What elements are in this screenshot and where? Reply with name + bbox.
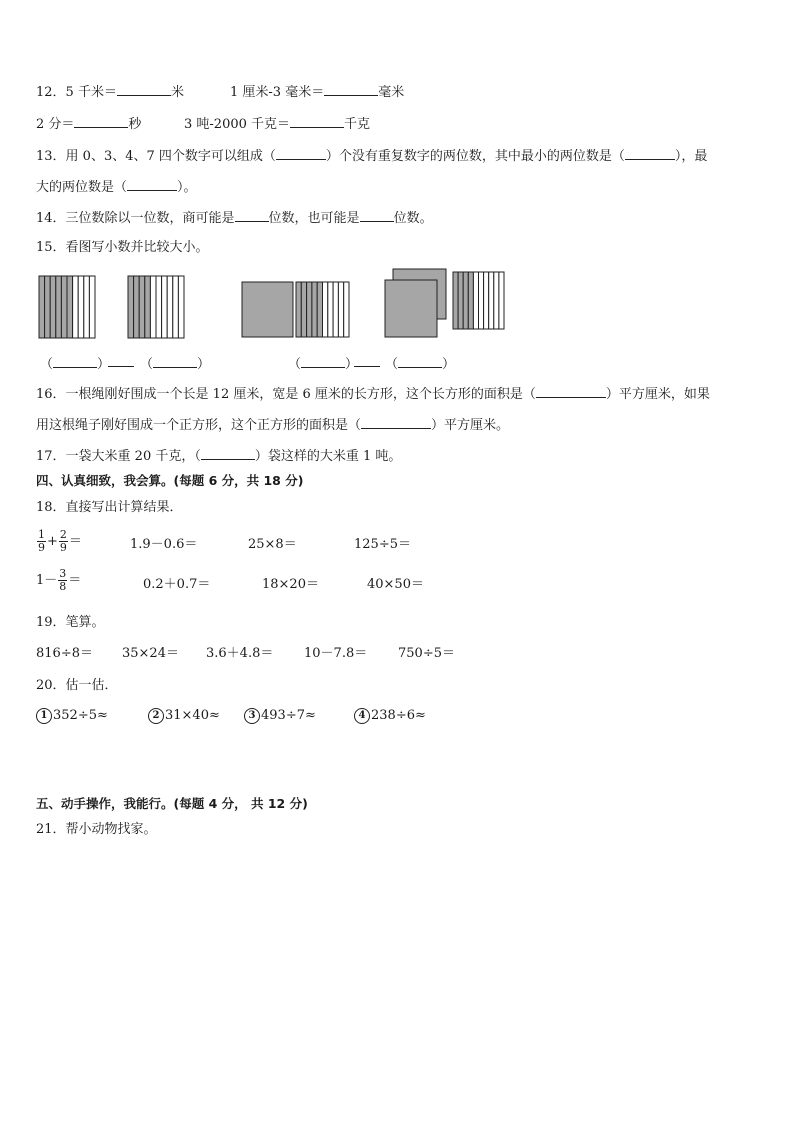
q15-fig2-strip xyxy=(134,276,140,338)
fraction xyxy=(58,568,67,593)
q12-a-unit: 米 xyxy=(170,85,184,100)
equals-sign: ＝ xyxy=(68,534,82,549)
q15-answer-1 xyxy=(40,353,110,372)
q14-text-c: 位数。 xyxy=(393,211,433,226)
circled-number: 3 xyxy=(244,708,260,724)
q14-text-a: 14．三位数除以一位数，商可能是 xyxy=(36,211,235,226)
answer-blank[interactable] xyxy=(398,354,442,368)
paren-open: （ xyxy=(140,357,154,372)
q15-fig1-strip xyxy=(73,276,79,338)
q17-text-b: ）袋这样的大米重 1 吨。 xyxy=(254,449,402,464)
q13-text-d: 大的两位数是（ xyxy=(36,180,128,195)
q15-fig3-strip xyxy=(301,282,306,337)
q19-item-2: 35×24＝ xyxy=(122,646,179,661)
answer-blank[interactable] xyxy=(53,354,97,368)
answer-blank[interactable] xyxy=(301,354,345,368)
q18-text: 18．直接写出计算结果． xyxy=(36,500,183,515)
q12-b-prefix: 1 厘米-3 毫米＝ xyxy=(230,85,325,100)
q13-text-c: ），最 xyxy=(674,149,708,164)
paren-open: （ xyxy=(40,357,54,372)
q15-fig1-strip xyxy=(84,276,90,338)
q15-fig3-square xyxy=(242,282,293,337)
answer-blank[interactable] xyxy=(201,446,255,460)
q15-fig2-strip xyxy=(173,276,179,338)
q15-fig2-strip xyxy=(150,276,156,338)
q19-item-4: 10－7.8＝ xyxy=(304,646,368,661)
q15-fig4-strip xyxy=(463,272,468,329)
q20-item-4 xyxy=(354,707,426,725)
q15-fig2-strip xyxy=(145,276,151,338)
q18-expr-6: 0.2＋0.7＝ xyxy=(143,577,211,592)
q15-fig3-strip xyxy=(333,282,338,337)
q15-text: 15．看图写小数并比较大小。 xyxy=(36,240,209,255)
estimate-expr: 352÷5≈ xyxy=(53,708,108,723)
q12-c-prefix: 2 分＝ xyxy=(36,117,75,132)
q15-fig3-strip xyxy=(307,282,312,337)
circled-number: 4 xyxy=(354,708,370,724)
q13-text-a: 13．用 0、3、4、7 四个数字可以组成（ xyxy=(36,149,276,164)
q18-expr-7: 18×20＝ xyxy=(262,577,319,592)
q15-fig2-strip xyxy=(167,276,173,338)
q15-answer-3 xyxy=(288,353,358,372)
q12-d-prefix: 3 吨-2000 千克＝ xyxy=(184,117,291,132)
fraction xyxy=(59,529,68,554)
q15-fig4-strip xyxy=(458,272,463,329)
answer-blank[interactable] xyxy=(361,415,431,429)
estimate-expr: 493÷7≈ xyxy=(261,708,316,723)
q20-item-3 xyxy=(244,707,316,725)
q15-fig1-strip xyxy=(67,276,73,338)
q12-b-unit: 毫米 xyxy=(378,85,405,100)
q12-c-unit: 秒 xyxy=(128,117,142,132)
q12-d-unit: 千克 xyxy=(344,117,371,132)
equals-sign: ＝ xyxy=(68,573,82,588)
q17-line xyxy=(36,446,401,466)
q19-item-3: 3.6＋4.8＝ xyxy=(206,646,274,661)
numerator: 3 xyxy=(59,567,67,580)
q18-expr-2: 1.9－0.6＝ xyxy=(130,537,198,552)
section-4-heading: 四、认真细致，我会算。(每题 6 分，共 18 分) xyxy=(36,473,304,488)
compare-blank[interactable] xyxy=(108,353,134,367)
q15-fig4-strip xyxy=(473,272,478,329)
q15-fig4-strip xyxy=(468,272,473,329)
q18-expr-3: 25×8＝ xyxy=(248,537,297,552)
q15-fig3-strip xyxy=(344,282,349,337)
q15-fig1-strip xyxy=(89,276,95,338)
q15-fig4-strip xyxy=(489,272,494,329)
q15-fig2-strip xyxy=(162,276,168,338)
denominator: 9 xyxy=(59,541,67,554)
q15-fig4-strip xyxy=(499,272,504,329)
q16-line2 xyxy=(36,415,509,435)
q15-compare-2 xyxy=(354,353,380,371)
estimate-expr: 31×40≈ xyxy=(165,708,220,723)
q15-fig1-strip xyxy=(56,276,62,338)
q16-text-d: ）平方厘米。 xyxy=(431,418,510,433)
answer-blank[interactable] xyxy=(153,354,197,368)
section-5-heading: 五、动手操作，我能行。(每题 4 分， 共 12 分) xyxy=(36,796,308,811)
q15-fig1-strip xyxy=(61,276,67,338)
q15-fig2-strip xyxy=(156,276,162,338)
q18-expr-5 xyxy=(36,568,81,593)
q13-text-b: ）个没有重复数字的两位数，其中最小的两位数是（ xyxy=(325,149,625,164)
q15-fig2-strip xyxy=(128,276,134,338)
numerator: 2 xyxy=(59,528,67,541)
q19-item-1: 816÷8＝ xyxy=(36,646,93,661)
q16-line1 xyxy=(36,384,710,404)
q18-expr-4: 125÷5＝ xyxy=(354,537,411,552)
q15-fig3-strip xyxy=(323,282,328,337)
q21-text: 21．帮小动物找家。 xyxy=(36,822,157,837)
q15-fig3-strip xyxy=(296,282,301,337)
q15-fig3-strip xyxy=(312,282,317,337)
q17-text-a: 17．一袋大米重 20 千克，（ xyxy=(36,449,201,464)
q12-a-prefix: 12．5 千米＝ xyxy=(36,85,117,100)
paren-close: ） xyxy=(97,357,111,372)
fraction xyxy=(37,529,46,554)
paren-close: ） xyxy=(197,357,211,372)
q18-expr-8: 40×50＝ xyxy=(367,577,424,592)
q13-text-e: ）。 xyxy=(177,180,197,195)
paren-open: （ xyxy=(288,357,302,372)
q16-text-c: 用这根绳子刚好围成一个正方形，这个正方形的面积是（ xyxy=(36,418,362,433)
q15-answer-4 xyxy=(385,353,455,372)
q15-fig4-strip xyxy=(484,272,489,329)
expr-lead: 1－ xyxy=(36,573,58,588)
q15-fig1-strip xyxy=(78,276,84,338)
q15-fig4-strip xyxy=(453,272,458,329)
q15-fig4-strip xyxy=(479,272,484,329)
q20-text: 20．估一估． xyxy=(36,678,118,693)
q16-text-b: ）平方厘米，如果 xyxy=(605,387,710,402)
plus-sign: + xyxy=(47,534,58,549)
q19-text: 19．笔算。 xyxy=(36,615,105,630)
q15-fig4-square-front xyxy=(385,280,437,337)
q15-fig1-strip xyxy=(50,276,56,338)
q20-item-1 xyxy=(36,707,108,725)
answer-blank[interactable] xyxy=(536,384,606,398)
q19-item-5: 750÷5＝ xyxy=(398,646,455,661)
estimate-expr: 238÷6≈ xyxy=(371,708,426,723)
paren-open: （ xyxy=(385,357,399,372)
q16-text-a: 16．一根绳刚好围成一个长是 12 厘米，宽是 6 厘米的长方形，这个长方形的面积是（ xyxy=(36,387,536,402)
denominator: 8 xyxy=(59,580,67,593)
q15-fig1-strip xyxy=(45,276,51,338)
q15-fig3-strip xyxy=(328,282,333,337)
q18-expr-1 xyxy=(36,529,82,554)
q15-fig1-strip xyxy=(39,276,45,338)
q15-fig3-strip xyxy=(317,282,322,337)
q15-fig2-strip xyxy=(178,276,184,338)
q14-text-b: 位数，也可能是 xyxy=(268,211,360,226)
numerator: 1 xyxy=(38,528,45,541)
circled-number: 2 xyxy=(148,708,164,724)
q15-fig2-strip xyxy=(139,276,145,338)
q15-compare-1 xyxy=(108,353,134,371)
compare-blank[interactable] xyxy=(354,353,380,367)
paren-close: ） xyxy=(442,357,456,372)
paren-close: ） xyxy=(345,357,359,372)
q15-fig3-strip xyxy=(338,282,343,337)
q20-item-2 xyxy=(148,707,220,725)
circled-number: 1 xyxy=(36,708,52,724)
denominator: 9 xyxy=(38,541,45,554)
q15-fig4-strip xyxy=(494,272,499,329)
q15-answer-2 xyxy=(140,353,210,372)
